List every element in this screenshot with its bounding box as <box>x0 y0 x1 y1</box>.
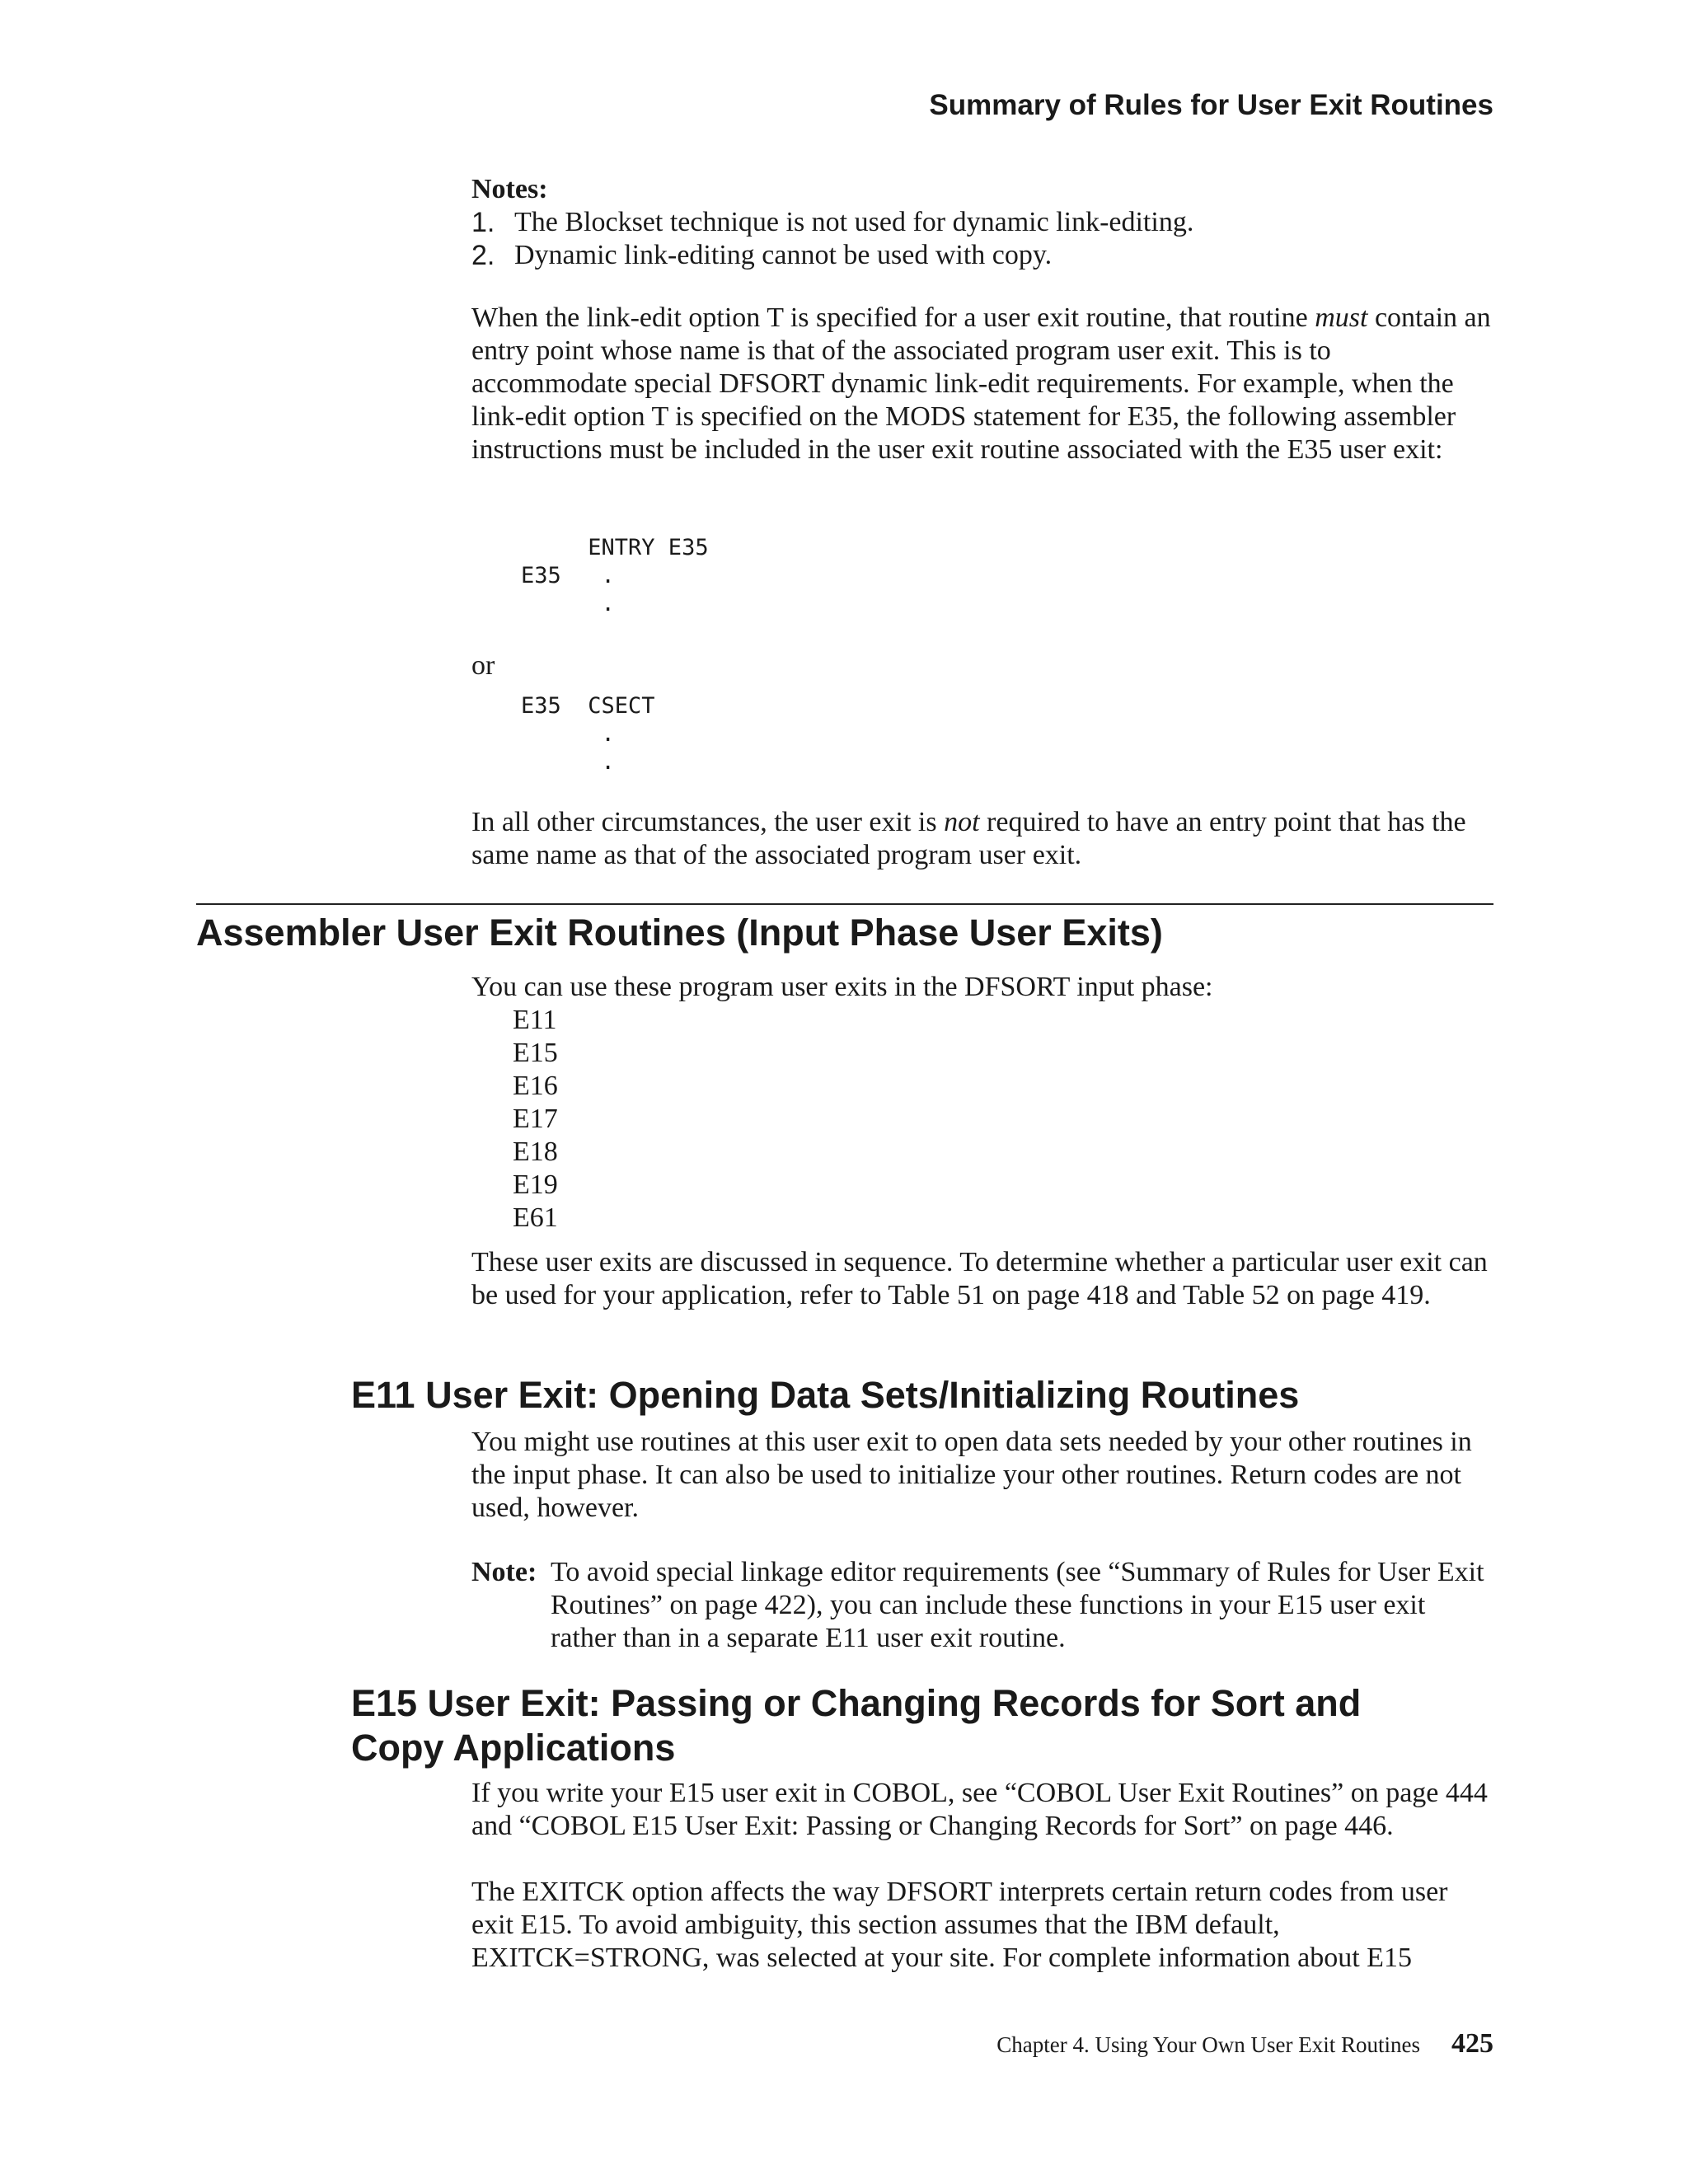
section-after: These user exits are discussed in sequence. To determine whether a particular user exit can be used for your application, refer to Table 51 on page 418 and Table 52 on page 419. <box>471 1247 1488 1310</box>
note-label: Note: <box>471 1557 537 1587</box>
text-run: required to have an entry point that has the same name as that of the associated program user exit. <box>471 807 1466 870</box>
paragraph-other-circumstances <box>471 806 1493 872</box>
e11-note <box>471 1556 1493 1655</box>
emphasis-not: not <box>944 807 980 837</box>
notes-block <box>471 173 1493 272</box>
section-heading-assembler-input-exits: Assembler User Exit Routines (Input Phase User Exits) <box>196 912 1163 954</box>
e15-paragraph-cobol: If you write your E15 user exit in COBOL, see “COBOL User Exit Routines” on page 444 and “COBOL E15 User Exit: Passing or Changing Records for Sort” on page 446. <box>471 1778 1488 1841</box>
footer-chapter: Chapter 4. Using Your Own User Exit Routines <box>996 2032 1420 2057</box>
list-item: E16 <box>513 1071 558 1101</box>
list-item: E18 <box>513 1137 558 1167</box>
list-item: E17 <box>513 1104 558 1134</box>
paragraph-entry-point-requirement <box>471 302 1493 466</box>
e11-body <box>471 1426 1493 1655</box>
note-text: The Blockset technique is not used for dynamic link-editing. <box>514 207 1194 237</box>
notes-label: Notes: <box>471 174 548 204</box>
heading-e15 <box>351 1681 1505 1770</box>
code-example-entry: ENTRY E35 E35 . . <box>521 535 709 616</box>
list-item <box>471 206 1493 239</box>
or-text: or <box>471 650 495 681</box>
note-text: Dynamic link-editing cannot be used with copy. <box>514 240 1053 270</box>
running-head: Summary of Rules for User Exit Routines <box>929 89 1493 121</box>
heading-e15-line2: Copy Applications <box>351 1727 676 1769</box>
text-run: contain an entry point whose name is that of the associated program user exit. This is to accommodate special DFSORT dynamic link-edit requirements. For example, when the link-edit option T is specified on the MODS statement for E35, the following assembler instructions must be included in the user exit routine associated with the E35 user exit: <box>471 302 1491 465</box>
heading-e15-line1: E15 User Exit: Passing or Changing Records for Sort and <box>351 1682 1362 1724</box>
heading-e11: E11 User Exit: Opening Data Sets/Initializing Routines <box>351 1374 1300 1416</box>
text-run: When the link-edit option T is specified for a user exit routine, that routine <box>471 302 1315 333</box>
notes-list <box>471 206 1493 272</box>
emphasis-must: must <box>1315 302 1368 333</box>
list-item: E19 <box>513 1169 558 1200</box>
section-divider <box>196 903 1493 905</box>
list-item: E11 <box>513 1005 557 1035</box>
e11-paragraph: You might use routines at this user exit to open data sets needed by your other routines in the input phase. It can also be used to initialize your other routines. Return codes are not used, however. <box>471 1427 1472 1523</box>
note-text: To avoid special linkage editor requirements (see “Summary of Rules for User Exit Routines” on page 422), you can include these functions in your E15 user exit rather than in a separate E11 user exit routine. <box>551 1557 1484 1653</box>
note-number: 2. <box>471 240 495 271</box>
list-item <box>471 239 1493 272</box>
list-item: E15 <box>513 1038 558 1068</box>
exit-list <box>471 1004 1493 1235</box>
text-run: In all other circumstances, the user exit is <box>471 807 945 837</box>
page-footer <box>996 2027 1493 2061</box>
e15-paragraph-exitck: The EXITCK option affects the way DFSORT interprets certain return codes from user exit E15. To avoid ambiguity, this section assumes that the IBM default, EXITCK=STRONG, was selected at your site. For complete information about E15 <box>471 1877 1448 1973</box>
note-number: 1. <box>471 207 495 238</box>
list-item: E61 <box>513 1202 558 1233</box>
e15-body <box>471 1777 1493 1975</box>
section-intro: You can use these program user exits in the DFSORT input phase: <box>471 972 1213 1002</box>
code-example-csect: E35 CSECT . . <box>521 693 655 775</box>
section-assembler-body <box>471 971 1493 1312</box>
page-number: 425 <box>1451 2028 1493 2059</box>
